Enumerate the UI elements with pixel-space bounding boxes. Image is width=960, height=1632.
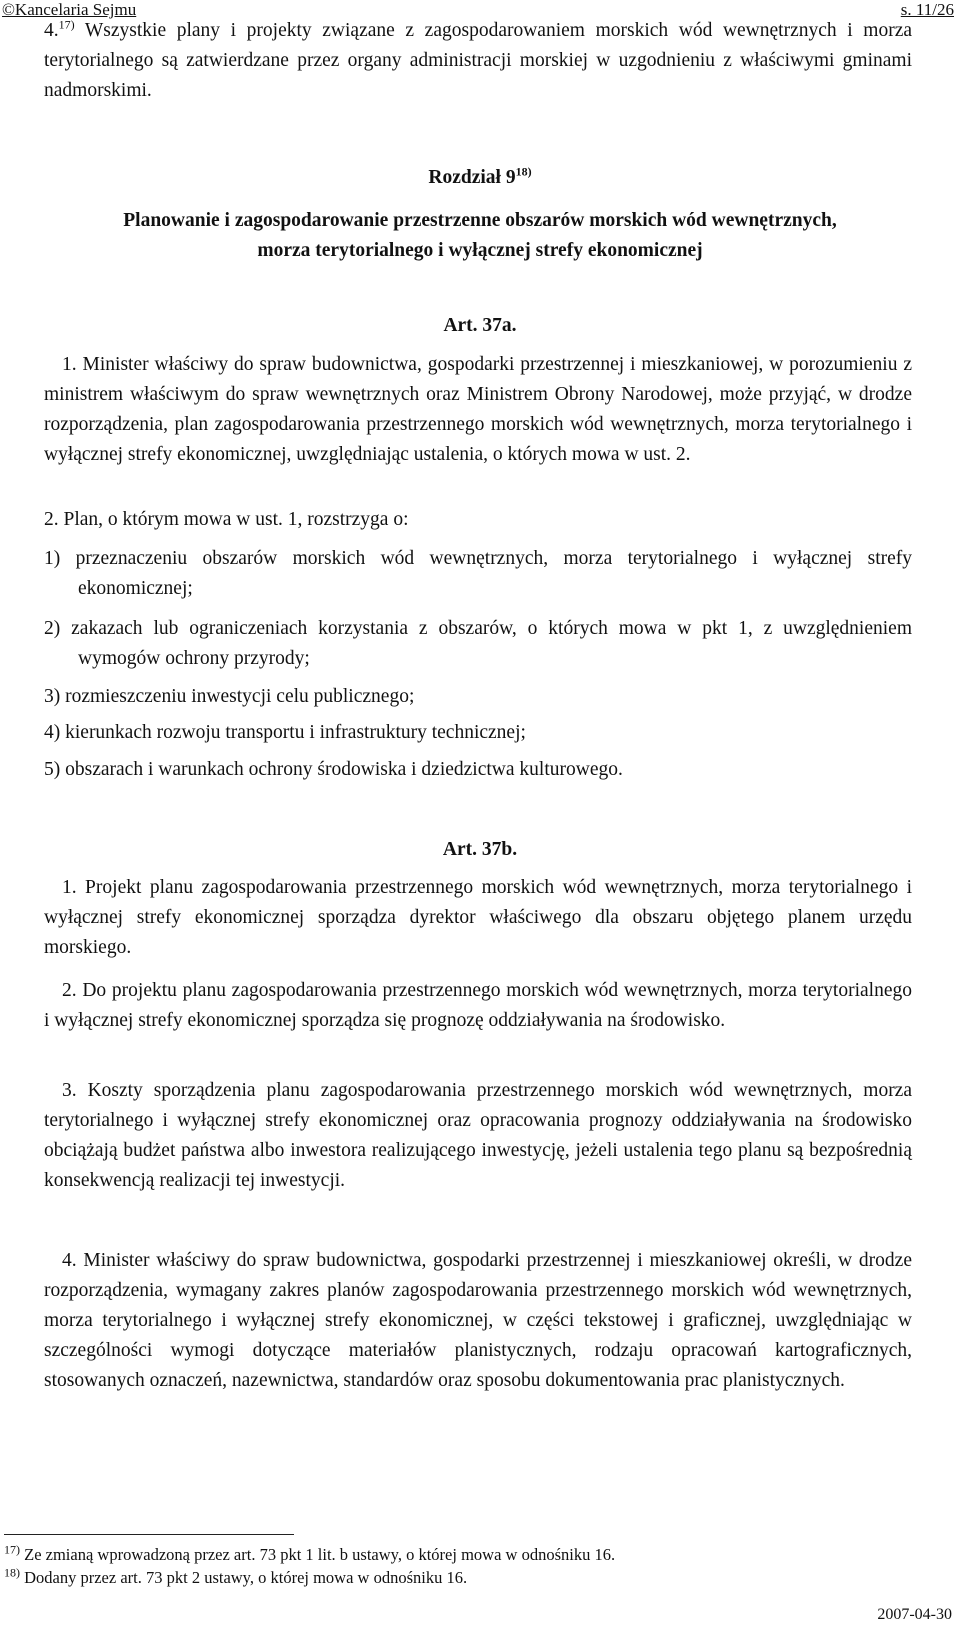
item-4 xyxy=(44,16,912,106)
copyright-link[interactable]: ©Kancelaria Sejmu xyxy=(2,0,137,19)
art37b-para-3: 3. Koszty sporządzenia planu zagospodarowania przestrzennego morskich wód wewnętrznych, morza terytorialnego i wyłącznej strefy ekonomicznej oraz opracowania prognozy oddziaływania na środowisko obciążają budżet państwa albo inwestora realizującego inwestycję, jeżeli ustalenia tego planu są bezpośrednią konsekwencją realizacji tej inwestycji. xyxy=(44,1080,912,1191)
art37a-point-1: 1) przeznaczeniu obszarów morskich wód wewnętrznych, morza terytorialnego i wyłącznej strefy ekonomicznej; xyxy=(44,548,912,599)
art37a-point-3: 3) rozmieszczeniu inwestycji celu publicznego; xyxy=(44,686,415,707)
footnote-17 xyxy=(4,1544,904,1566)
art37a-point-4: 4) kierunkach rozwoju transportu i infrastruktury technicznej; xyxy=(44,722,526,743)
chapter-heading xyxy=(0,163,960,193)
footnote-18 xyxy=(4,1567,904,1589)
item-text: Wszystkie plany i projekty związane z zagospodarowaniem morskich wód wewnętrznych i morza terytorialnego są zatwierdzane przez organy administracji morskiej w uzgodnieniu z właściwymi gminami nadmorskimi. xyxy=(44,20,912,101)
footnote-ref-18[interactable]: 18) xyxy=(515,164,532,179)
page-number-link[interactable]: s. 11/26 xyxy=(900,0,954,19)
footnote-17-text: Ze zmianą wprowadzoną przez art. 73 pkt 1 lit. b ustawy, o której mowa w odnośniku 16. xyxy=(20,1545,616,1564)
footnote-17-ref: 17) xyxy=(4,1542,20,1557)
document-date: 2007-04-30 xyxy=(877,1606,952,1623)
article-37a-heading: Art. 37a. xyxy=(443,315,517,336)
footnote-separator xyxy=(4,1534,294,1535)
footnote-ref-17[interactable]: 17) xyxy=(58,17,75,32)
chapter-title-line-2: morza terytorialnego i wyłącznej strefy ekonomicznej xyxy=(257,240,703,261)
art37a-para-1: 1. Minister właściwy do spraw budownictwa, gospodarki przestrzennej i mieszkaniowej, w porozumieniu z ministrem właściwym do spraw wewnętrznych oraz Ministrem Obrony Narodowej, może przyjąć, w drodze rozporządzenia, plan zagospodarowania przestrzennego morskich wód wewnętrznych, morza terytorialnego i wyłącznej strefy ekonomicznej, uwzględniając ustalenia, o których mowa w ust. 2. xyxy=(44,354,912,465)
footnote-18-text: Dodany przez art. 73 pkt 2 ustawy, o której mowa w odnośniku 16. xyxy=(20,1568,468,1587)
art37b-para-1: 1. Projekt planu zagospodarowania przestrzennego morskich wód wewnętrznych, morza terytorialnego i wyłącznej strefy ekonomicznej sporządza dyrektor właściwego dla obszaru objętego planem urzędu morskiego. xyxy=(44,877,912,958)
art37b-para-4: 4. Minister właściwy do spraw budownictwa, gospodarki przestrzennej i mieszkaniowej określi, w drodze rozporządzenia, wymagany zakres planów zagospodarowania przestrzennego morskich wód wewnętrznych, morza terytorialnego i wyłącznej strefy ekonomicznej, w części tekstowej i graficznej, uwzględniając w szczególności wymogi dotyczące materiałów planistycznych, rodzaju opracowań kartograficznych, stosowanych oznaczeń, nazewnictwa, standardów oraz sposobu dokumentowania prac planistycznych. xyxy=(44,1250,912,1391)
chapter-label: Rozdział 9 xyxy=(428,167,516,188)
art37a-para-2: 2. Plan, o którym mowa w ust. 1, rozstrzyga o: xyxy=(44,509,409,530)
art37b-para-2: 2. Do projektu planu zagospodarowania przestrzennego morskich wód wewnętrznych, morza terytorialnego i wyłącznej strefy ekonomicznej sporządza się prognozę oddziaływania na środowisko. xyxy=(44,980,912,1031)
art37a-point-2: 2) zakazach lub ograniczeniach korzystania z obszarów, o których mowa w pkt 1, z uwzględnieniem wymogów ochrony przyrody; xyxy=(44,618,912,669)
item-number: 4. xyxy=(44,20,59,41)
chapter-title-line-1: Planowanie i zagospodarowanie przestrzenne obszarów morskich wód wewnętrznych, xyxy=(123,210,837,231)
art37a-point-5: 5) obszarach i warunkach ochrony środowiska i dziedzictwa kulturowego. xyxy=(44,759,623,780)
footnote-18-ref: 18) xyxy=(4,1565,20,1580)
article-37b-heading: Art. 37b. xyxy=(442,839,518,860)
